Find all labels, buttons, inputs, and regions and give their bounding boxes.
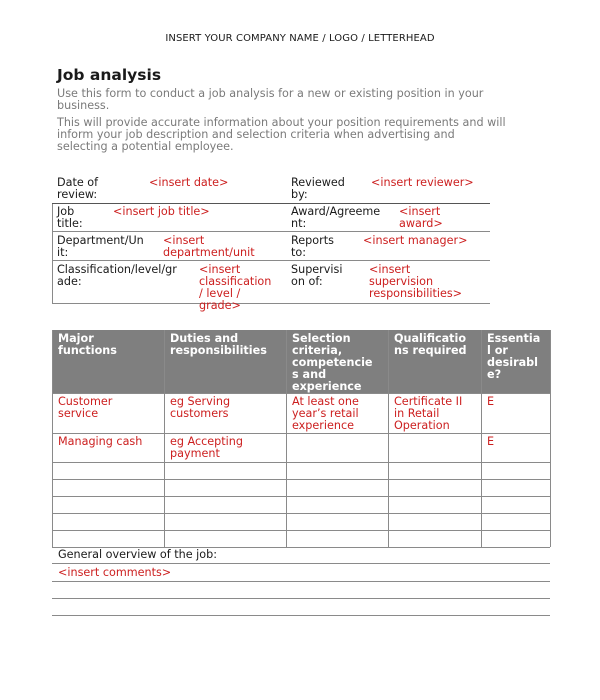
reviewer-value[interactable]: <insert reviewer> xyxy=(371,176,474,189)
table-rule xyxy=(52,496,550,497)
classification-value[interactable]: <insert classification / level / grade> xyxy=(199,263,272,312)
table-rule xyxy=(52,393,550,394)
header-major-functions: Major functions xyxy=(58,332,117,357)
overview-comments[interactable]: <insert comments> xyxy=(58,566,172,579)
table-border xyxy=(388,330,389,547)
page-title: Job analysis xyxy=(57,66,162,84)
intro-paragraph-1 xyxy=(57,88,557,112)
intro-paragraph-2 xyxy=(57,117,557,153)
intro-line: Use this form to conduct a job analysis for a new or existing position in your xyxy=(57,87,484,100)
table-border xyxy=(164,330,165,547)
table-border xyxy=(550,330,551,547)
reports-to-label: Reports to: xyxy=(291,234,334,259)
intro-line: This will provide accurate information about your position requirements and will xyxy=(57,116,506,129)
department-value[interactable]: <insert department/unit xyxy=(163,234,255,259)
table-rule xyxy=(52,433,550,434)
details-rule xyxy=(52,231,490,232)
table-cell[interactable]: eg Accepting payment xyxy=(170,435,243,460)
table-border xyxy=(52,330,53,547)
intro-line: selecting a potential employee. xyxy=(57,140,234,153)
header-qualifications: Qualificatio ns required xyxy=(394,332,467,357)
details-rule xyxy=(52,203,490,204)
intro-line: inform your job description and selection criteria when advertising and xyxy=(57,128,455,141)
letterhead: INSERT YOUR COMPANY NAME / LOGO / LETTERHEAD xyxy=(165,33,435,44)
table-rule xyxy=(52,513,550,514)
job-title-label: Job title: xyxy=(57,205,83,230)
details-rule xyxy=(52,260,490,261)
date-label: Date of review: xyxy=(57,176,99,201)
overview-label: General overview of the job: xyxy=(58,548,217,561)
table-border xyxy=(286,330,287,547)
header-selection-criteria: Selection criteria, competencie s and experience xyxy=(292,332,373,393)
table-cell[interactable]: Certificate II in Retail Operation xyxy=(394,395,463,432)
overview-rule xyxy=(52,615,550,616)
table-cell[interactable]: eg Serving customers xyxy=(170,395,231,420)
supervision-value[interactable]: <insert supervision responsibilities> xyxy=(369,263,463,300)
reports-to-value[interactable]: <insert manager> xyxy=(363,234,468,247)
award-label: Award/Agreeme nt: xyxy=(291,205,381,230)
table-cell[interactable]: E xyxy=(487,435,495,448)
table-cell[interactable]: E xyxy=(487,395,495,408)
overview-rule xyxy=(52,598,550,599)
details-border xyxy=(52,204,53,303)
date-value[interactable]: <insert date> xyxy=(149,176,229,189)
overview-rule xyxy=(52,581,550,582)
table-cell[interactable]: Managing cash xyxy=(58,435,143,448)
header-duties: Duties and responsibilities xyxy=(170,332,267,357)
intro-line: business. xyxy=(57,99,110,112)
supervision-label: Supervisi on of: xyxy=(291,263,343,288)
table-border xyxy=(481,330,482,547)
table-cell[interactable]: Customer service xyxy=(58,395,113,420)
table-cell[interactable]: At least one year’s retail experience xyxy=(292,395,359,432)
table-rule xyxy=(52,479,550,480)
table-rule xyxy=(52,530,550,531)
department-label: Department/Un it: xyxy=(57,234,144,259)
award-value[interactable]: <insert award> xyxy=(399,205,443,230)
reviewer-label: Reviewed by: xyxy=(291,176,345,201)
table-rule xyxy=(52,462,550,463)
header-essential-desirable: Essentia l or desirabl e? xyxy=(487,332,541,381)
overview-rule xyxy=(52,563,550,564)
classification-label: Classification/level/gr ade: xyxy=(57,263,177,288)
job-title-value[interactable]: <insert job title> xyxy=(113,205,210,218)
